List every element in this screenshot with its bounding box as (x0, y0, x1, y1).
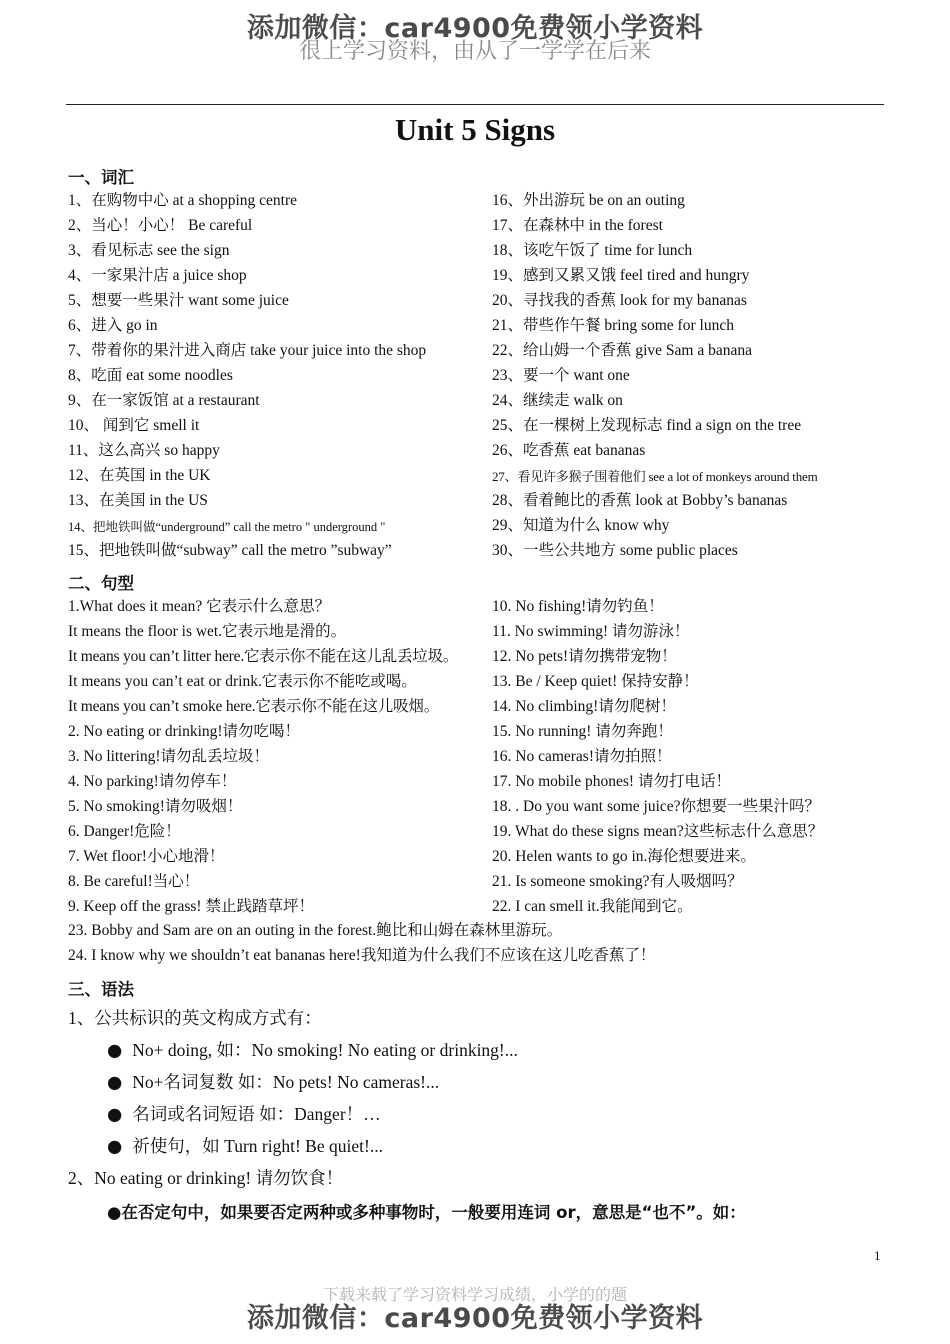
sentence-item: 6. Danger!危险！ (68, 823, 181, 840)
vocab-item: 9、在一家饭馆 at a restaurant (68, 392, 260, 409)
vocab-item: 12、在英国 in the UK (68, 467, 211, 484)
ghost-text-bottom: 下载来载了学习资料学习成绩，小学的的题 (322, 1285, 627, 1304)
watermark-banner-top: 添加微信：car4900免费领小学资料 (246, 13, 704, 44)
sentence-item: It means you can’t eat or drink.它表示你不能吃或喝。 (68, 673, 417, 690)
vocab-item: 7、带着你的果汁进入商店 take your juice into the shop (68, 342, 427, 359)
sentence-item: 21. Is someone smoking?有人吸烟吗？ (492, 873, 743, 890)
sentence-item: 1.What does it mean? 它表示什么意思？ (68, 598, 331, 615)
vocab-item: 10、 闻到它 smell it (68, 417, 200, 434)
vocab-item: 18、该吃午饭了 time for lunch (492, 242, 693, 259)
section-heading-grammar: 三、语法 (68, 980, 134, 999)
sentence-item: 9. Keep off the grass! 禁止践踏草坪！ (68, 898, 314, 915)
sentence-item: 7. Wet floor!小心地滑！ (68, 848, 225, 865)
bullet-icon: ● (107, 1137, 123, 1157)
vocab-item: 6、进入 go in (68, 317, 158, 334)
grammar-bullet-text: No+名词复数 如：No pets! No cameras!... (132, 1072, 440, 1092)
sentence-item: 22. I can smell it.我能闻到它。 (492, 898, 693, 915)
vocab-item: 11、这么高兴 so happy (68, 442, 220, 459)
vocab-item: 5、想要一些果汁 want some juice (68, 292, 289, 309)
sentence-item: 4. No parking!请勿停车！ (68, 773, 237, 790)
vocab-item: 8、吃面 eat some noodles (68, 367, 233, 384)
bullet-icon: ● (107, 1105, 123, 1125)
grammar-bullet-text: 祈使句，如 Turn right! Be quiet!... (132, 1136, 383, 1156)
vocab-item: 19、感到又累又饿 feel tired and hungry (492, 267, 750, 284)
sentence-item: 13. Be / Keep quiet! 保持安静！ (492, 673, 699, 690)
header-rule (66, 104, 884, 105)
grammar-bullet (107, 1136, 383, 1157)
sentence-item: 5. No smoking!请勿吸烟！ (68, 798, 243, 815)
grammar-bullet-text: 名词或名词短语 如：Danger！… (132, 1104, 381, 1124)
sentence-item: 18. . Do you want some juice?你想要一些果汁吗？ (492, 798, 821, 815)
vocab-item: 4、一家果汁店 a juice shop (68, 267, 247, 284)
sentence-item: 14. No climbing!请勿爬树！ (492, 698, 676, 715)
vocab-item: 15、把地铁叫做“subway” call the metro ”subway” (68, 542, 392, 559)
vocab-item: 27、看见许多猴子围着他们 see a lot of monkeys around them (492, 469, 818, 484)
vocab-item: 16、外出游玩 be on an outing (492, 192, 685, 209)
page-title: Unit 5 Signs (394, 112, 556, 147)
grammar-bullet (107, 1072, 439, 1093)
sentence-item: 24. I know why we shouldn’t eat bananas here!我知道为什么我们不应该在这儿吃香蕉了！ (68, 947, 656, 964)
vocab-item: 14、把地铁叫做“underground” call the metro " underground " (68, 520, 386, 534)
vocab-item: 17、在森林中 in the forest (492, 217, 663, 234)
vocab-item: 25、在一棵树上发现标志 find a sign on the tree (492, 417, 802, 434)
vocab-item: 23、要一个 want one (492, 367, 630, 384)
vocab-item: 21、带些作午餐 bring some for lunch (492, 317, 734, 334)
sentence-item: 23. Bobby and Sam are on an outing in the forest.鲍比和山姆在森林里游玩。 (68, 922, 563, 939)
vocab-item: 2、当心！小心！ Be careful (68, 217, 253, 234)
sentence-item: 2. No eating or drinking!请勿吃喝！ (68, 723, 301, 740)
vocab-item: 24、继续走 walk on (492, 392, 623, 409)
vocab-item: 3、看见标志 see the sign (68, 242, 230, 259)
sentence-item: 11. No swimming! 请勿游泳！ (492, 623, 690, 640)
sentence-item: 15. No running! 请勿奔跑！ (492, 723, 673, 740)
watermark-banner-bottom: 添加微信：car4900免费领小学资料 (246, 1303, 704, 1334)
sentence-item: 12. No pets!请勿携带宠物！ (492, 648, 677, 665)
sentence-item: It means you can’t litter here.它表示你不能在这儿乱丢垃圾。 (68, 648, 459, 665)
sentence-item: 20. Helen wants to go in.海伦想要进来。 (492, 848, 756, 865)
grammar-point-2: 2、No eating or drinking! 请勿饮食！ (68, 1168, 344, 1188)
vocab-item: 26、吃香蕉 eat bananas (492, 442, 646, 459)
page-number: 1 (874, 1248, 881, 1263)
section-heading-sentences: 二、句型 (68, 574, 134, 593)
grammar-bullet-text: No+ doing, 如：No smoking! No eating or drinking!... (132, 1040, 518, 1060)
grammar-bullet (107, 1040, 518, 1061)
ghost-text-top: 很上学习资料，由从了一学学在后来 (298, 39, 651, 64)
sentence-item: It means you can’t smoke here.它表示你不能在这儿吸烟。 (68, 698, 440, 715)
vocab-item: 22、给山姆一个香蕉 give Sam a banana (492, 342, 753, 359)
bullet-icon: ● (107, 1041, 123, 1061)
vocab-item: 13、在美国 in the US (68, 492, 208, 509)
sentence-item: 19. What do these signs mean?这些标志什么意思？ (492, 823, 824, 840)
vocab-item: 28、看着鲍比的香蕉 look at Bobby’s bananas (492, 492, 788, 509)
sentence-item: 16. No cameras!请勿拍照！ (492, 748, 672, 765)
section-heading-vocabulary: 一、词汇 (68, 168, 134, 187)
sentence-item: 17. No mobile phones! 请勿打电话！ (492, 773, 731, 790)
vocab-item: 1、在购物中心 at a shopping centre (68, 192, 298, 209)
grammar-point-1: 1、公共标识的英文构成方式有： (68, 1008, 322, 1028)
vocab-item: 30、一些公共地方 some public places (492, 542, 738, 559)
grammar-note: ●在否定句中，如果要否定两种或多种事物时，一般要用连词 or，意思是“也不”。如： (107, 1203, 746, 1222)
sentence-item: 3. No littering!请勿乱丢垃圾！ (68, 748, 270, 765)
bullet-icon: ● (107, 1073, 123, 1093)
grammar-bullet (107, 1104, 381, 1125)
sentence-item: It means the floor is wet.它表示地是滑的。 (68, 623, 347, 640)
vocab-item: 29、知道为什么 know why (492, 517, 670, 534)
sentence-item: 8. Be careful!当心！ (68, 873, 200, 890)
sentence-item: 10. No fishing!请勿钓鱼！ (492, 598, 664, 615)
vocab-item: 20、寻找我的香蕉 look for my bananas (492, 292, 747, 309)
